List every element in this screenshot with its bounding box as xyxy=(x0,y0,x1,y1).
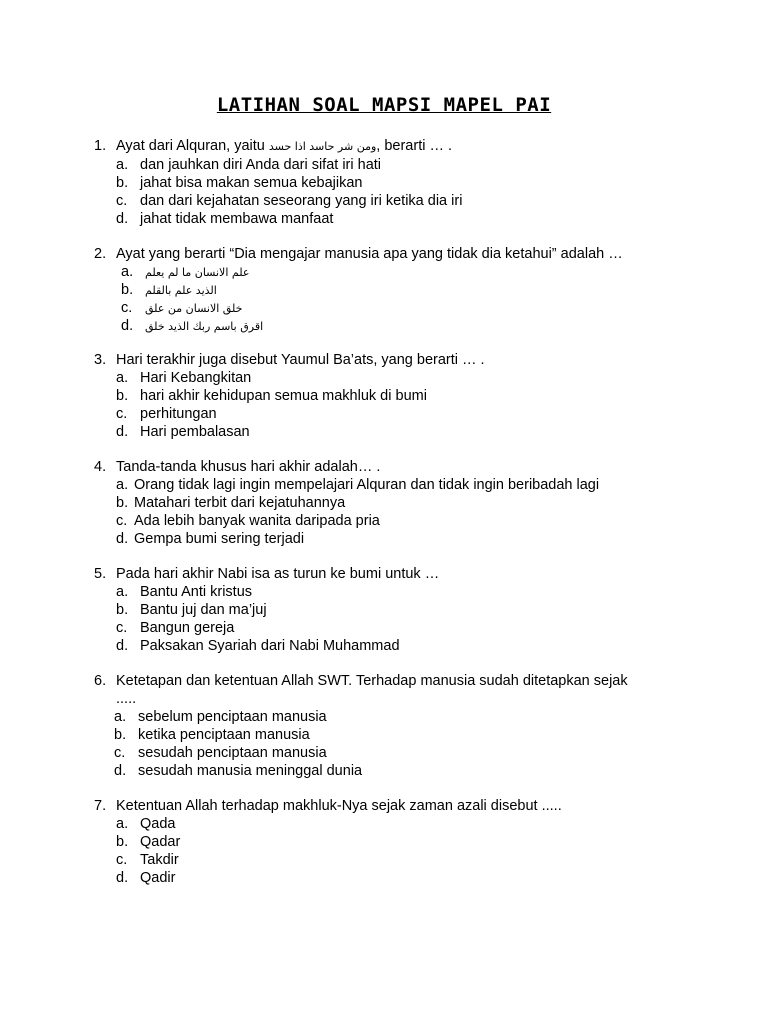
option-text: sesudah manusia meninggal dunia xyxy=(138,763,363,779)
option-a xyxy=(116,583,714,601)
options-list xyxy=(94,476,714,548)
option-text: Bantu juj dan ma’juj xyxy=(140,602,267,618)
option-label: b. xyxy=(116,834,129,850)
option-label: c. xyxy=(116,852,128,868)
option-text: Orang tidak lagi ingin mempelajari Alquran dan tidak ingin beribadah lagi xyxy=(134,477,600,493)
question-text-part: Ayat dari Alquran, yaitu xyxy=(116,138,269,154)
option-text: Hari Kebangkitan xyxy=(140,370,252,386)
arabic-verse: ومن شر حاسد اذا حسد xyxy=(268,140,377,153)
arabic-option-text: اقرق باسم ربك الذيد خلق xyxy=(145,320,264,333)
option-text: Qada xyxy=(140,816,176,832)
option-text: Bangun gereja xyxy=(140,620,235,636)
option-text: jahat tidak membawa manfaat xyxy=(140,211,334,227)
option-text: Qadir xyxy=(140,870,176,886)
option-label: b. xyxy=(114,727,127,743)
option-b xyxy=(116,601,714,619)
option-text: hari akhir kehidupan semua makhluk di bumi xyxy=(140,388,427,404)
option-d xyxy=(116,423,714,441)
option-b xyxy=(116,494,714,512)
option-label: d. xyxy=(116,638,129,654)
option-c xyxy=(121,299,714,317)
option-text: sesudah penciptaan manusia xyxy=(138,745,327,761)
option-c xyxy=(116,851,714,869)
option-label: c. xyxy=(116,620,128,636)
question-6 xyxy=(94,672,714,780)
option-c xyxy=(116,192,714,210)
question-text: Pada hari akhir Nabi isa as turun ke bumi untuk … xyxy=(116,566,440,582)
arabic-option-text: الذيد علم بالقلم xyxy=(145,284,217,297)
option-a xyxy=(116,815,714,833)
option-c xyxy=(116,512,714,530)
option-label: a. xyxy=(121,264,134,280)
option-label: c. xyxy=(121,300,133,316)
option-label: a. xyxy=(116,370,129,386)
option-c xyxy=(114,744,714,762)
option-label: b. xyxy=(116,602,129,618)
question-text: Tanda-tanda khusus hari akhir adalah… . xyxy=(116,459,381,475)
question-text: Ayat yang berarti “Dia mengajar manusia apa yang tidak dia ketahui” adalah … xyxy=(116,246,623,262)
option-a xyxy=(116,476,714,494)
option-text: Matahari terbit dari kejatuhannya xyxy=(134,495,346,511)
question-number: 3. xyxy=(94,352,107,368)
option-label: c. xyxy=(114,745,126,761)
option-label: a. xyxy=(114,709,127,725)
question-number: 7. xyxy=(94,798,107,814)
question-2 xyxy=(94,245,714,335)
option-d xyxy=(121,317,714,335)
options-list xyxy=(94,708,714,780)
question-3 xyxy=(94,351,714,441)
option-label: d. xyxy=(116,531,129,547)
option-label: b. xyxy=(116,495,129,511)
options-list xyxy=(94,815,714,887)
option-label: d. xyxy=(114,763,127,779)
option-d xyxy=(114,762,714,780)
question-4 xyxy=(94,458,714,548)
question-text xyxy=(116,137,452,156)
question-text: Hari terakhir juga disebut Yaumul Ba’ats, yang berarti … . xyxy=(116,352,485,368)
option-label: c. xyxy=(116,513,128,529)
option-text: Hari pembalasan xyxy=(140,424,250,440)
option-b xyxy=(116,387,714,405)
option-b xyxy=(114,726,714,744)
option-label: a. xyxy=(116,477,129,493)
option-d xyxy=(116,530,714,548)
arabic-option-text: خلق الانسان من علق xyxy=(145,302,243,315)
option-label: c. xyxy=(116,406,128,422)
question-number: 5. xyxy=(94,566,107,582)
option-text: ketika penciptaan manusia xyxy=(138,727,310,743)
option-text: dan jauhkan diri Anda dari sifat iri hati xyxy=(140,157,382,173)
option-text: jahat bisa makan semua kebajikan xyxy=(140,175,363,191)
option-text: Takdir xyxy=(140,852,179,868)
question-number: 4. xyxy=(94,459,107,475)
option-b xyxy=(116,174,714,192)
option-text: Paksakan Syariah dari Nabi Muhammad xyxy=(140,638,400,654)
option-c xyxy=(116,619,714,637)
question-text: Ketentuan Allah terhadap makhluk-Nya sejak zaman azali disebut ..... xyxy=(116,798,562,814)
options-list xyxy=(94,369,714,441)
option-text: Qadar xyxy=(140,834,181,850)
option-label: d. xyxy=(116,424,129,440)
option-text: Ada lebih banyak wanita daripada pria xyxy=(134,513,380,529)
option-text: Gempa bumi sering terjadi xyxy=(134,531,305,547)
question-number: 2. xyxy=(94,246,107,262)
question-1 xyxy=(94,137,714,228)
option-label: b. xyxy=(121,282,134,298)
option-c xyxy=(116,405,714,423)
question-number: 1. xyxy=(94,138,107,154)
option-label: d. xyxy=(116,870,129,886)
option-text: sebelum penciptaan manusia xyxy=(138,709,327,725)
options-list xyxy=(94,583,714,655)
option-d xyxy=(116,869,714,887)
option-label: a. xyxy=(116,584,129,600)
question-text-part: , berarti … . xyxy=(376,138,453,154)
question-text: Ketetapan dan ketentuan Allah SWT. Terhadap manusia sudah ditetapkan sejak xyxy=(116,673,628,689)
option-label: b. xyxy=(116,175,129,191)
question-7 xyxy=(94,797,714,887)
question-5 xyxy=(94,565,714,655)
option-label: d. xyxy=(116,211,129,227)
options-list xyxy=(94,263,714,335)
option-a xyxy=(116,156,714,174)
option-d xyxy=(116,210,714,228)
question-text-continuation: ..... xyxy=(116,691,137,707)
option-label: a. xyxy=(116,157,129,173)
options-list xyxy=(94,156,714,228)
option-label: d. xyxy=(121,318,134,334)
option-text: perhitungan xyxy=(140,406,217,422)
option-a xyxy=(116,369,714,387)
option-a xyxy=(114,708,714,726)
option-d xyxy=(116,637,714,655)
question-number: 6. xyxy=(94,673,107,689)
option-label: a. xyxy=(116,816,129,832)
option-label: b. xyxy=(116,388,129,404)
option-text: Bantu Anti kristus xyxy=(140,584,253,600)
option-b xyxy=(116,833,714,851)
option-label: c. xyxy=(116,193,128,209)
option-b xyxy=(121,281,714,299)
option-a xyxy=(121,263,714,281)
arabic-option-text: علم الانسان ما لم يعلم xyxy=(145,266,250,279)
option-text: dan dari kejahatan seseorang yang iri ketika dia iri xyxy=(140,193,463,209)
document-title: LATIHAN SOAL MAPSI MAPEL PAI xyxy=(216,94,552,116)
